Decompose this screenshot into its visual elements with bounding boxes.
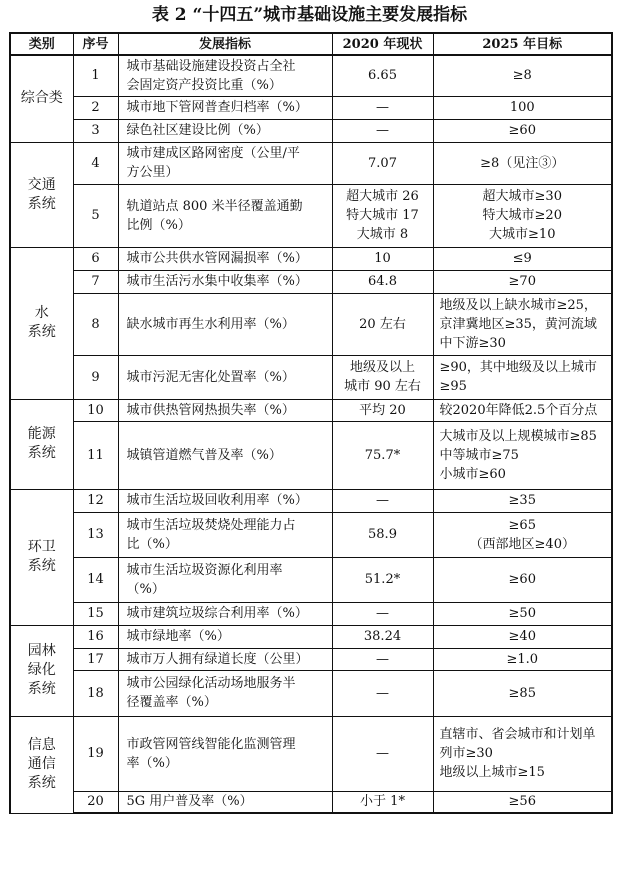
current-value: 75.7* bbox=[332, 421, 433, 489]
row-number: 14 bbox=[73, 557, 118, 602]
current-value: 58.9 bbox=[332, 512, 433, 557]
row-number: 2 bbox=[73, 96, 118, 119]
row-number: 20 bbox=[73, 791, 118, 813]
table-row bbox=[10, 716, 612, 791]
indicator-cell: 城市生活污水集中收集率（%） bbox=[118, 270, 332, 293]
indicator-cell: 城市地下管网普查归档率（%） bbox=[118, 96, 332, 119]
table-row bbox=[10, 489, 612, 512]
target-value: ≥8 bbox=[433, 55, 612, 96]
indicator-cell: 城市建筑垃圾综合利用率（%） bbox=[118, 602, 332, 625]
header-serial: 序号 bbox=[73, 33, 118, 55]
indicators-table bbox=[9, 32, 613, 814]
current-value: 38.24 bbox=[332, 625, 433, 648]
target-value: ≥1.0 bbox=[433, 648, 612, 670]
category-water: 水 系统 bbox=[10, 247, 73, 399]
header-current: 2020 年现状 bbox=[332, 33, 433, 55]
row-number: 8 bbox=[73, 293, 118, 355]
row-number: 7 bbox=[73, 270, 118, 293]
category-comprehensive: 综合类 bbox=[10, 55, 73, 142]
current-value: — bbox=[332, 489, 433, 512]
table-row bbox=[10, 512, 612, 557]
row-number: 4 bbox=[73, 142, 118, 184]
table-row bbox=[10, 55, 612, 96]
table-row bbox=[10, 96, 612, 119]
current-value: 6.65 bbox=[332, 55, 433, 96]
row-number: 9 bbox=[73, 355, 118, 399]
current-value: 20 左右 bbox=[332, 293, 433, 355]
target-value: ≥65 （西部地区≥40） bbox=[433, 512, 612, 557]
indicator-cell: 缺水城市再生水利用率（%） bbox=[118, 293, 332, 355]
indicator-cell: 城市公共供水管网漏损率（%） bbox=[118, 247, 332, 270]
current-value: 7.07 bbox=[332, 142, 433, 184]
row-number: 15 bbox=[73, 602, 118, 625]
header-target: 2025 年目标 bbox=[433, 33, 612, 55]
current-value: 超大城市 26 特大城市 17 大城市 8 bbox=[332, 184, 433, 247]
indicator-cell: 城镇管道燃气普及率（%） bbox=[118, 421, 332, 489]
current-value: — bbox=[332, 602, 433, 625]
target-value: ≤9 bbox=[433, 247, 612, 270]
table-row bbox=[10, 648, 612, 670]
header-row bbox=[10, 33, 612, 55]
row-number: 3 bbox=[73, 119, 118, 142]
current-value: — bbox=[332, 119, 433, 142]
indicator-cell: 市政管网管线智能化监测管理 率（%） bbox=[118, 716, 332, 791]
target-value: ≥85 bbox=[433, 670, 612, 716]
table-row bbox=[10, 557, 612, 602]
indicator-cell: 城市公园绿化活动场地服务半 径覆盖率（%） bbox=[118, 670, 332, 716]
category-energy: 能源 系统 bbox=[10, 399, 73, 489]
row-number: 1 bbox=[73, 55, 118, 96]
table-row bbox=[10, 791, 612, 813]
indicator-cell: 轨道站点 800 米半径覆盖通勤 比例（%） bbox=[118, 184, 332, 247]
indicator-cell: 城市建成区路网密度（公里/平 方公里） bbox=[118, 142, 332, 184]
current-value: 小于 1* bbox=[332, 791, 433, 813]
target-value: 较2020年降低2.5个百分点 bbox=[433, 399, 612, 421]
indicator-cell: 城市万人拥有绿道长度（公里） bbox=[118, 648, 332, 670]
table-caption: 表 2 “十四五”城市基础设施主要发展指标 bbox=[151, 5, 468, 25]
target-value: ≥60 bbox=[433, 119, 612, 142]
indicator-cell: 绿色社区建设比例（%） bbox=[118, 119, 332, 142]
indicator-cell: 城市生活垃圾焚烧处理能力占 比（%） bbox=[118, 512, 332, 557]
category-transport: 交通 系统 bbox=[10, 142, 73, 247]
row-number: 19 bbox=[73, 716, 118, 791]
table-row bbox=[10, 421, 612, 489]
indicator-cell: 城市基础设施建设投资占全社 会固定资产投资比重（%） bbox=[118, 55, 332, 96]
current-value: — bbox=[332, 96, 433, 119]
indicator-cell: 5G 用户普及率（%） bbox=[118, 791, 332, 813]
table-row bbox=[10, 119, 612, 142]
table-row bbox=[10, 399, 612, 421]
table-row bbox=[10, 184, 612, 247]
current-value: — bbox=[332, 648, 433, 670]
header-category: 类别 bbox=[10, 33, 73, 55]
target-value: ≥35 bbox=[433, 489, 612, 512]
current-value: 64.8 bbox=[332, 270, 433, 293]
indicator-cell: 城市污泥无害化处置率（%） bbox=[118, 355, 332, 399]
row-number: 18 bbox=[73, 670, 118, 716]
category-landscaping: 园林 绿化 系统 bbox=[10, 625, 73, 716]
row-number: 17 bbox=[73, 648, 118, 670]
table-row bbox=[10, 355, 612, 399]
target-value: ≥56 bbox=[433, 791, 612, 813]
target-value: ≥70 bbox=[433, 270, 612, 293]
current-value: 51.2* bbox=[332, 557, 433, 602]
category-ict: 信息 通信 系统 bbox=[10, 716, 73, 813]
target-value: 超大城市≥30 特大城市≥20 大城市≥10 bbox=[433, 184, 612, 247]
target-value: 地级及以上缺水城市≥25， 京津冀地区≥35，黄河流域 中下游≥30 bbox=[433, 293, 612, 355]
table-row bbox=[10, 625, 612, 648]
current-value: 10 bbox=[332, 247, 433, 270]
row-number: 16 bbox=[73, 625, 118, 648]
target-value: ≥40 bbox=[433, 625, 612, 648]
target-value: 大城市及以上规模城市≥85 中等城市≥75 小城市≥60 bbox=[433, 421, 612, 489]
category-sanitation: 环卫 系统 bbox=[10, 489, 73, 625]
target-value: ≥90，其中地级及以上城市 ≥95 bbox=[433, 355, 612, 399]
row-number: 10 bbox=[73, 399, 118, 421]
indicator-cell: 城市绿地率（%） bbox=[118, 625, 332, 648]
target-value: 直辖市、省会城市和计划单 列市≥30 地级以上城市≥15 bbox=[433, 716, 612, 791]
table-row bbox=[10, 602, 612, 625]
header-indicator: 发展指标 bbox=[118, 33, 332, 55]
table-row bbox=[10, 270, 612, 293]
row-number: 5 bbox=[73, 184, 118, 247]
target-value: ≥50 bbox=[433, 602, 612, 625]
target-value: ≥60 bbox=[433, 557, 612, 602]
indicator-cell: 城市生活垃圾资源化利用率 （%） bbox=[118, 557, 332, 602]
indicator-cell: 城市供热管网热损失率（%） bbox=[118, 399, 332, 421]
target-value: 100 bbox=[433, 96, 612, 119]
row-number: 11 bbox=[73, 421, 118, 489]
row-number: 6 bbox=[73, 247, 118, 270]
table-row bbox=[10, 247, 612, 270]
row-number: 13 bbox=[73, 512, 118, 557]
table-row bbox=[10, 293, 612, 355]
indicator-cell: 城市生活垃圾回收利用率（%） bbox=[118, 489, 332, 512]
table-row bbox=[10, 142, 612, 184]
current-value: 地级及以上 城市 90 左右 bbox=[332, 355, 433, 399]
current-value: — bbox=[332, 670, 433, 716]
row-number: 12 bbox=[73, 489, 118, 512]
table-row bbox=[10, 670, 612, 716]
current-value: — bbox=[332, 716, 433, 791]
target-value: ≥8（见注③） bbox=[433, 142, 612, 184]
current-value: 平均 20 bbox=[332, 399, 433, 421]
